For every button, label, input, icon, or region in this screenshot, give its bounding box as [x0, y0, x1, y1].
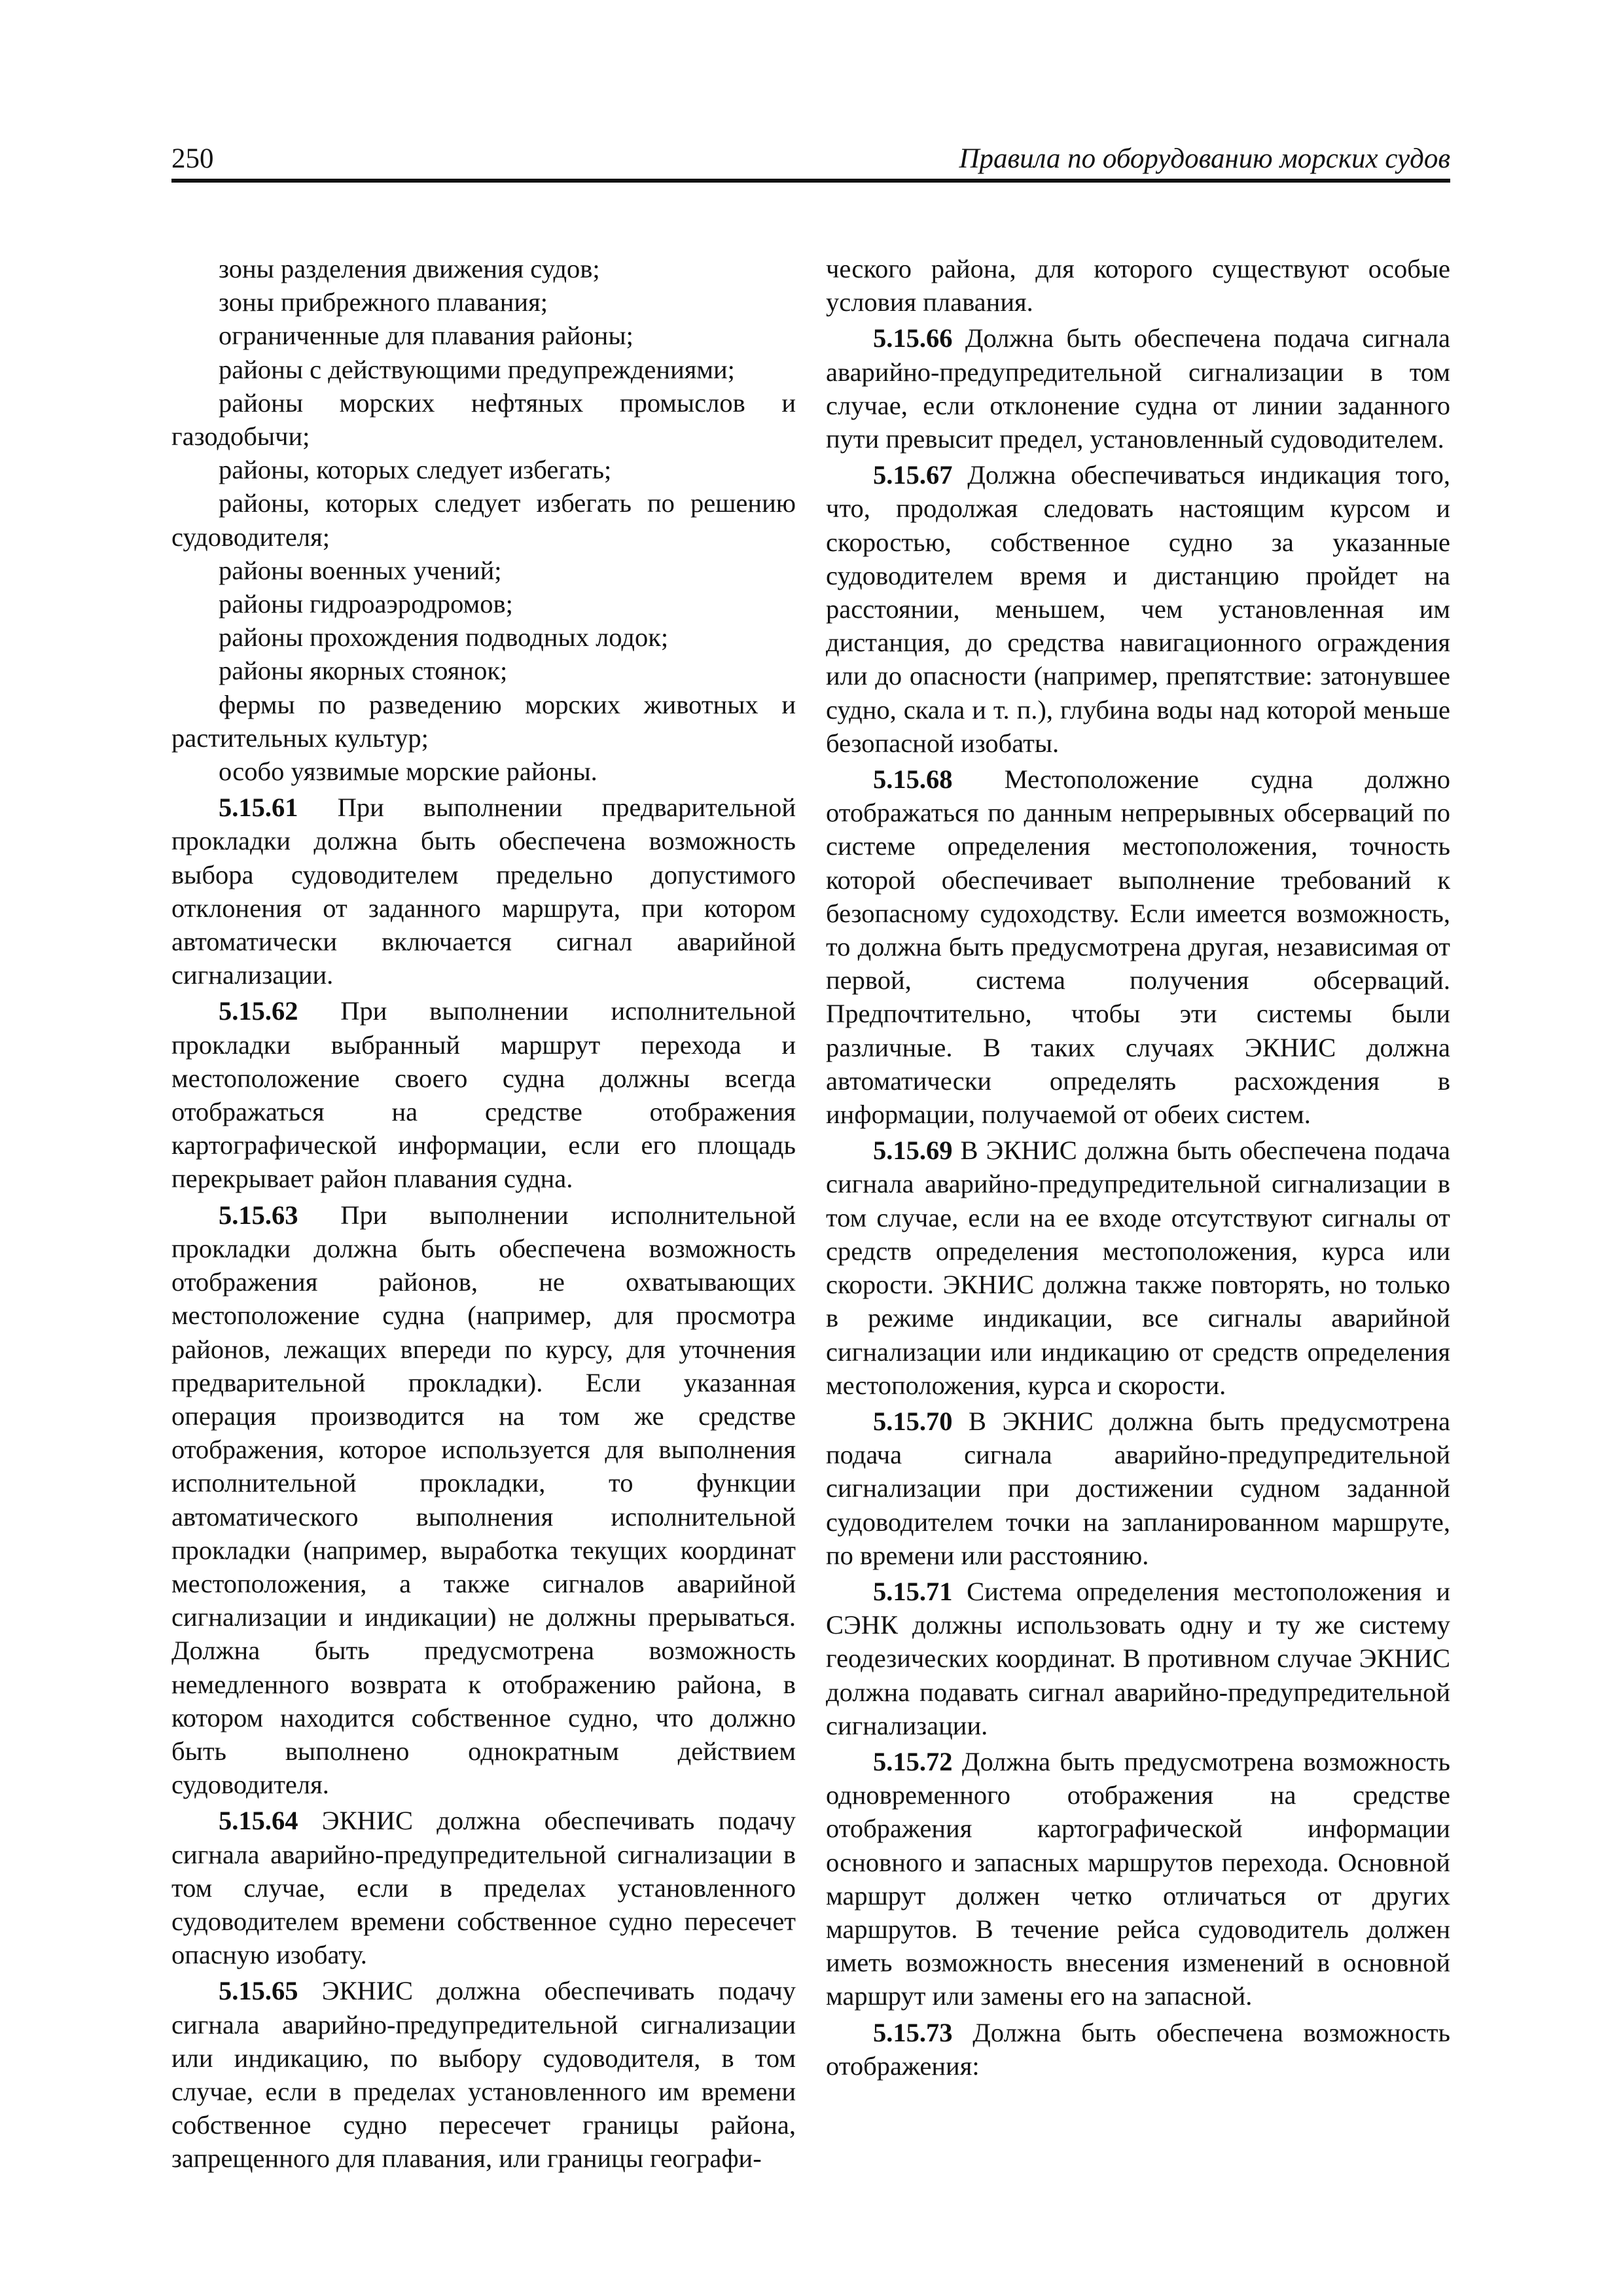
section-number: 5.15.72 — [873, 1746, 953, 1776]
section-text: При выполнении исполнительной прокладки должна быть обеспечена возможность отображения районов, не охватывающих местоположение судна (например, для просмотра районов, лежащих впереди по курсу, для уточнения предварительной прокладки). Если указанная операция производится на том же средстве отображения, которое используется для выполнения исполнительной прокладки, то функции автоматического выполнения исполнительной прокладки (например, выработка текущих координат местоположения, а также сигналов аварийной сигнализации и индикации) не должны прерываться. Должна быть предусмотрена возможность немедленного возврата к отображению района, в котором находится собственное судно, что должно быть выполнено однократным действием судоводителя. — [171, 1200, 796, 1800]
section-text: При выполнении предварительной прокладки должна быть обеспечена возможность выбора судоводителем предельно допустимого отклонения от заданного маршрута, при котором автоматически включается сигнал аварийной сигнализации. — [171, 793, 796, 990]
section-text: Должна обеспечиваться индикация того, что, продолжая следовать настоящим курсом и скоростью, собственное судно за указанные судоводителем время и дистанцию пройдет на расстоянии, меньшем, чем установленная им дистанция, до средства навигационного ограждения или до опасности (например, препятствие: затонувшее судно, скала и т. п.), глубина воды над которой меньше безопасной изобаты. — [826, 460, 1450, 758]
list-item: зоны прибрежного плавания; — [219, 287, 548, 317]
section-paragraph — [826, 762, 1450, 1131]
section-text: В ЭКНИС должна быть обеспечена подача сигнала аварийно-предупредительной сигнализации в том случае, если на ее входе отсутствуют сигналы от средств определения местоположения, курса или скорости. ЭКНИС должна также повторять, но только в режиме индикации, все сигналы аварийной сигнализации или индикацию от средств определения местоположения, курса и скорости. — [826, 1136, 1450, 1400]
right-column — [826, 252, 1450, 2083]
section-number: 5.15.61 — [219, 793, 298, 823]
page-number: 250 — [171, 143, 214, 174]
list-item: зоны разделения движения судов; — [219, 254, 600, 283]
section-paragraph — [171, 994, 796, 1195]
section-text: Должна быть обеспечена возможность отображения: — [826, 2017, 1450, 2081]
section-number: 5.15.63 — [219, 1200, 298, 1230]
section-paragraph — [171, 1974, 796, 2175]
section-number: 5.15.71 — [873, 1576, 953, 1606]
section-number: 5.15.73 — [873, 2017, 953, 2047]
section-number: 5.15.70 — [873, 1406, 953, 1436]
list-item: районы якорных стоянок; — [219, 656, 508, 686]
list-item: районы с действующими предупреждениями; — [219, 354, 735, 384]
continued-paragraph: ческого района, для которого существуют особые условия плавания. — [826, 254, 1450, 317]
section-paragraph — [826, 321, 1450, 456]
header-rule — [171, 179, 1450, 183]
section-text: При выполнении исполнительной прокладки выбранный маршрут перехода и местоположение своего судна должны всегда отображаться на средстве отображения картографической информации, если его площадь перекрывает район плавания судна. — [171, 996, 796, 1194]
section-paragraph — [171, 1198, 796, 1802]
section-paragraph — [826, 458, 1450, 760]
list-item: районы прохождения подводных лодок; — [219, 622, 669, 653]
section-paragraph — [171, 791, 796, 992]
section-paragraph — [826, 1134, 1450, 1402]
list-item: ограниченные для плавания районы; — [219, 321, 633, 351]
section-text: ЭКНИС должна обеспечивать подачу сигнала аварийно-предупредительной сигнализации или индикацию, по выбору судоводителя, в том случае, если в пределах установленного им времени собственное судно пересечет границы района, запрещенного для плавания, или границы географи- — [171, 1976, 796, 2174]
section-number: 5.15.65 — [219, 1976, 298, 2006]
section-text: Система определения местоположения и СЭНК должны использовать одну и ту же систему геодезических координат. В противном случае ЭКНИС должна подавать сигнал аварийно-предупредительной сигнализации. — [826, 1576, 1450, 1740]
list-item: особо уязвимые морские районы. — [219, 757, 597, 787]
section-paragraph — [826, 1745, 1450, 2013]
list-item: районы военных учений; — [219, 555, 502, 585]
list-item: районы, которых следует избегать по решению судоводителя; — [171, 488, 796, 552]
section-number: 5.15.68 — [873, 764, 953, 795]
section-text: Должна быть обеспечена подача сигнала аварийно-предупредительной сигнализации в том случае, если отклонение судна от линии заданного пути превысит предел, установленный судоводителем. — [826, 323, 1450, 454]
section-text: Местоположение судна должно отображаться по данным непрерывных обсерваций по системе определения местоположения, точность которой обеспечивает выполнение требований к безопасному судоходству. Если имеется возможность, то должна быть предусмотрена другая, независимая от первой, система получения обсерваций. Предпочтительно, чтобы эти системы были различные. В таких случаях ЭКНИС должна автоматически определять расхождения в информации, получаемой от обеих систем. — [826, 764, 1450, 1130]
list-item: районы гидроаэродромов; — [219, 589, 513, 619]
section-text: Должна быть предусмотрена возможность одновременного отображения на средстве отображения картографической информации основного и запасных маршрутов перехода. Основной маршрут должен четко отличаться от других маршрутов. В течение рейса судоводитель должен иметь возможность внесения изменений в основной маршрут или замены его на запасной. — [826, 1746, 1450, 2011]
list-item: фермы по разведению морских животных и растительных культур; — [171, 689, 796, 753]
section-number: 5.15.64 — [219, 1806, 298, 1836]
section-paragraph — [826, 1575, 1450, 1742]
left-column — [171, 252, 796, 2176]
section-paragraph — [826, 1405, 1450, 1572]
running-title: Правила по оборудованию морских судов — [959, 143, 1450, 174]
section-number: 5.15.67 — [873, 460, 953, 490]
list-item: районы морских нефтяных промыслов и газодобычи; — [171, 387, 796, 452]
list-item: районы, которых следует избегать; — [219, 455, 612, 485]
section-paragraph — [826, 2016, 1450, 2083]
section-number: 5.15.62 — [219, 996, 298, 1026]
section-paragraph — [171, 1804, 796, 1971]
section-text: В ЭКНИС должна быть предусмотрена подача сигнала аварийно-предупредительной сигнализации при достижении судном заданной судоводителем точки на запланированном маршруте, по времени или расстоянию. — [826, 1406, 1450, 1570]
section-number: 5.15.69 — [873, 1136, 953, 1166]
section-number: 5.15.66 — [873, 323, 953, 353]
page-header — [171, 139, 1450, 179]
section-text: ЭКНИС должна обеспечивать подачу сигнала аварийно-предупредительной сигнализации в том случае, если в пределах установленного судоводителем времени собственное судно пересечет опасную изобату. — [171, 1806, 796, 1970]
